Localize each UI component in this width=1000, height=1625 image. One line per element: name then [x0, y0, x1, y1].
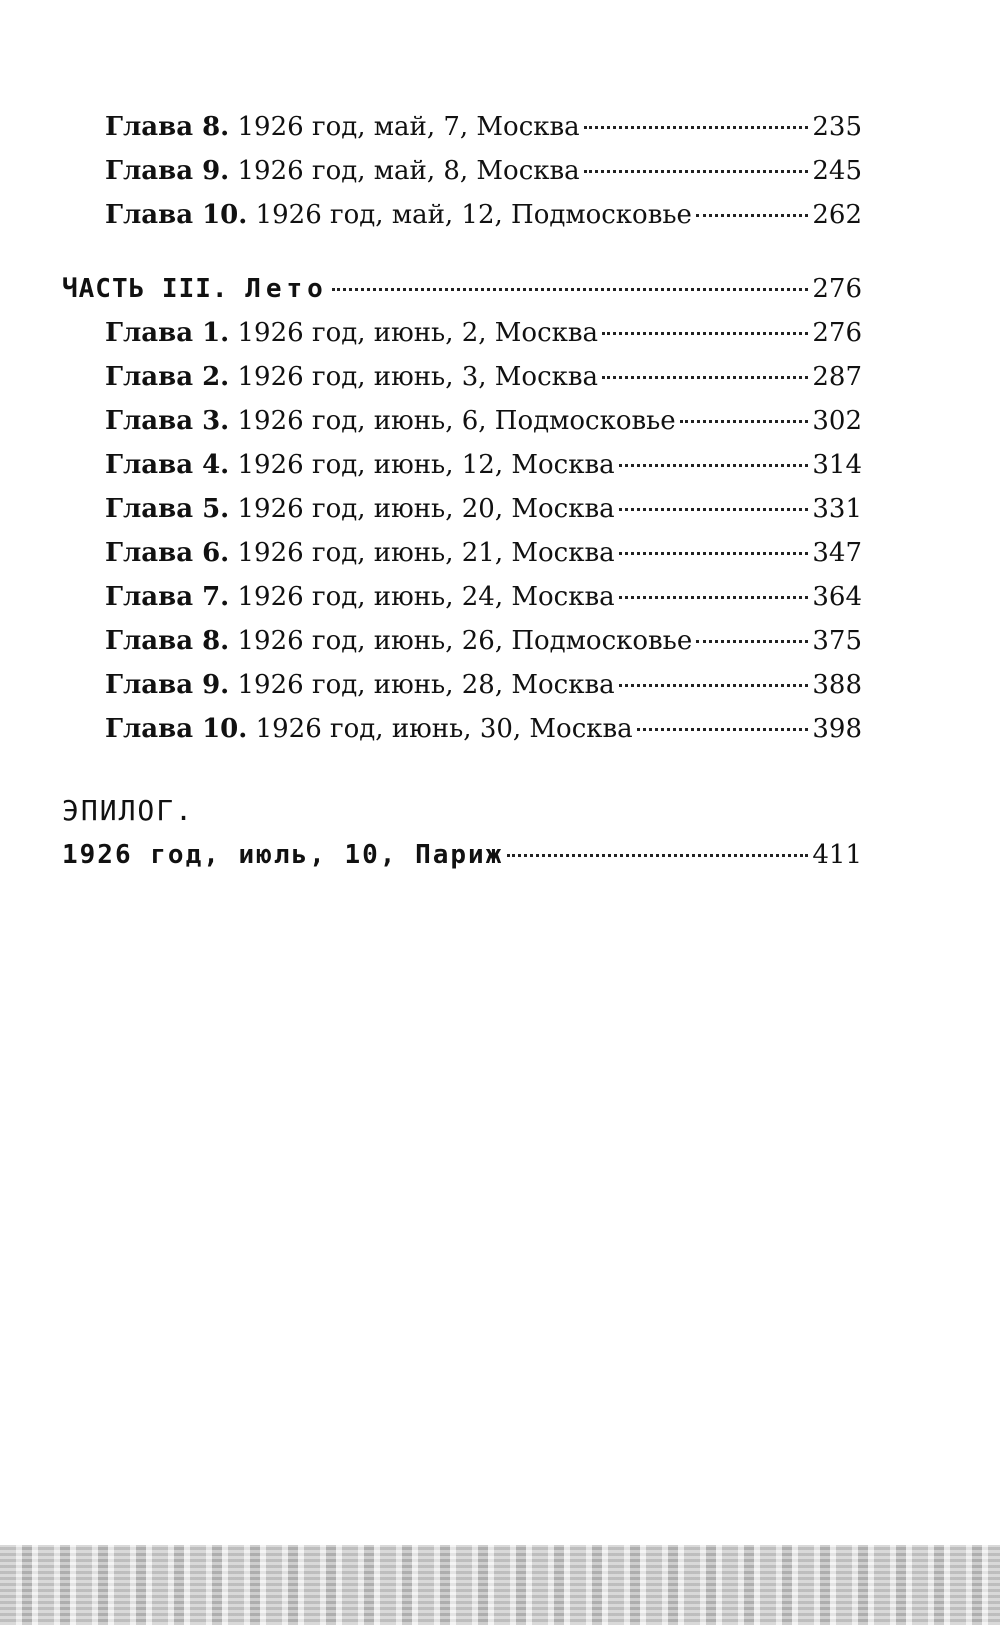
dot-leader	[619, 464, 809, 467]
dot-leader	[619, 552, 809, 555]
chapter-number: Глава 5.	[105, 494, 230, 524]
toc-epilogue-entry[interactable]	[62, 833, 862, 877]
page-number: 314	[812, 450, 862, 480]
chapter-title: 1926 год, июнь, 21, Москва	[237, 538, 615, 568]
chapter-title: 1926 год, май, 12, Подмосковье	[255, 200, 692, 230]
page-number: 287	[812, 362, 862, 392]
chapter-number: Глава 2.	[105, 362, 230, 392]
chapter-title: 1926 год, май, 7, Москва	[237, 112, 580, 142]
chapter-title: 1926 год, июнь, 12, Москва	[237, 450, 615, 480]
epilogue-heading: ЭПИЛОГ.	[62, 794, 195, 827]
chapter-title: 1926 год, июнь, 2, Москва	[237, 318, 599, 348]
page-number: 235	[812, 112, 862, 142]
dot-leader	[602, 332, 808, 335]
epilogue-title: 1926 год, июль, 10, Париж	[62, 840, 504, 870]
chapter-title: 1926 год, июнь, 26, Подмосковье	[237, 626, 693, 656]
page-number: 398	[812, 714, 862, 744]
chapter-number: Глава 4.	[105, 450, 230, 480]
chapter-number: Глава 6.	[105, 538, 230, 568]
page-number: 302	[812, 406, 862, 436]
chapter-title: 1926 год, июнь, 30, Москва	[255, 714, 633, 744]
page-number: 375	[812, 626, 862, 656]
chapter-number: Глава 10.	[105, 200, 248, 230]
page-number: 347	[812, 538, 862, 568]
page-number: 364	[812, 582, 862, 612]
toc-entry[interactable]	[62, 707, 862, 751]
toc-entry[interactable]	[62, 193, 862, 237]
page-number: 276	[812, 274, 862, 304]
toc-entry[interactable]	[62, 399, 862, 443]
toc-entry[interactable]	[62, 105, 862, 149]
chapter-title: 1926 год, июнь, 28, Москва	[237, 670, 615, 700]
chapter-title: 1926 год, июнь, 20, Москва	[237, 494, 615, 524]
dot-leader	[619, 684, 809, 687]
toc-entry[interactable]	[62, 149, 862, 193]
toc-entry[interactable]	[62, 487, 862, 531]
dot-leader	[584, 170, 809, 173]
chapter-number: Глава 7.	[105, 582, 230, 612]
dot-leader	[680, 420, 809, 423]
chapter-number: Глава 3.	[105, 406, 230, 436]
page-number: 276	[812, 318, 862, 348]
toc-entry[interactable]	[62, 355, 862, 399]
toc-entry[interactable]	[62, 619, 862, 663]
dot-leader	[507, 854, 808, 857]
chapter-number: Глава 8.	[105, 626, 230, 656]
dot-leader	[602, 376, 808, 379]
chapter-number: Глава 8.	[105, 112, 230, 142]
page-number: 262	[812, 200, 862, 230]
chapter-title: 1926 год, май, 8, Москва	[237, 156, 580, 186]
dot-leader	[696, 214, 808, 217]
page-number: 388	[812, 670, 862, 700]
page-number: 245	[812, 156, 862, 186]
page-number: 411	[812, 840, 862, 870]
toc-entry[interactable]	[62, 311, 862, 355]
dot-leader	[637, 728, 809, 731]
toc-entry[interactable]	[62, 663, 862, 707]
toc-part-heading[interactable]	[62, 267, 862, 311]
part-label: ЧАСТЬ III.	[62, 274, 229, 304]
dot-leader	[619, 508, 809, 511]
chapter-title: 1926 год, июнь, 6, Подмосковье	[237, 406, 676, 436]
dot-leader	[584, 126, 809, 129]
chapter-title: 1926 год, июнь, 3, Москва	[237, 362, 599, 392]
toc-entry[interactable]	[62, 443, 862, 487]
dot-leader	[619, 596, 809, 599]
decorative-border	[0, 1545, 1000, 1625]
toc-entry[interactable]	[62, 531, 862, 575]
page-number: 331	[812, 494, 862, 524]
chapter-number: Глава 10.	[105, 714, 248, 744]
chapter-number: Глава 1.	[105, 318, 230, 348]
chapter-number: Глава 9.	[105, 156, 230, 186]
dot-leader	[696, 640, 808, 643]
table-of-contents	[62, 105, 862, 877]
part-title: Лето	[245, 274, 328, 304]
chapter-title: 1926 год, июнь, 24, Москва	[237, 582, 615, 612]
toc-entry[interactable]	[62, 575, 862, 619]
dot-leader	[332, 288, 809, 291]
chapter-number: Глава 9.	[105, 670, 230, 700]
